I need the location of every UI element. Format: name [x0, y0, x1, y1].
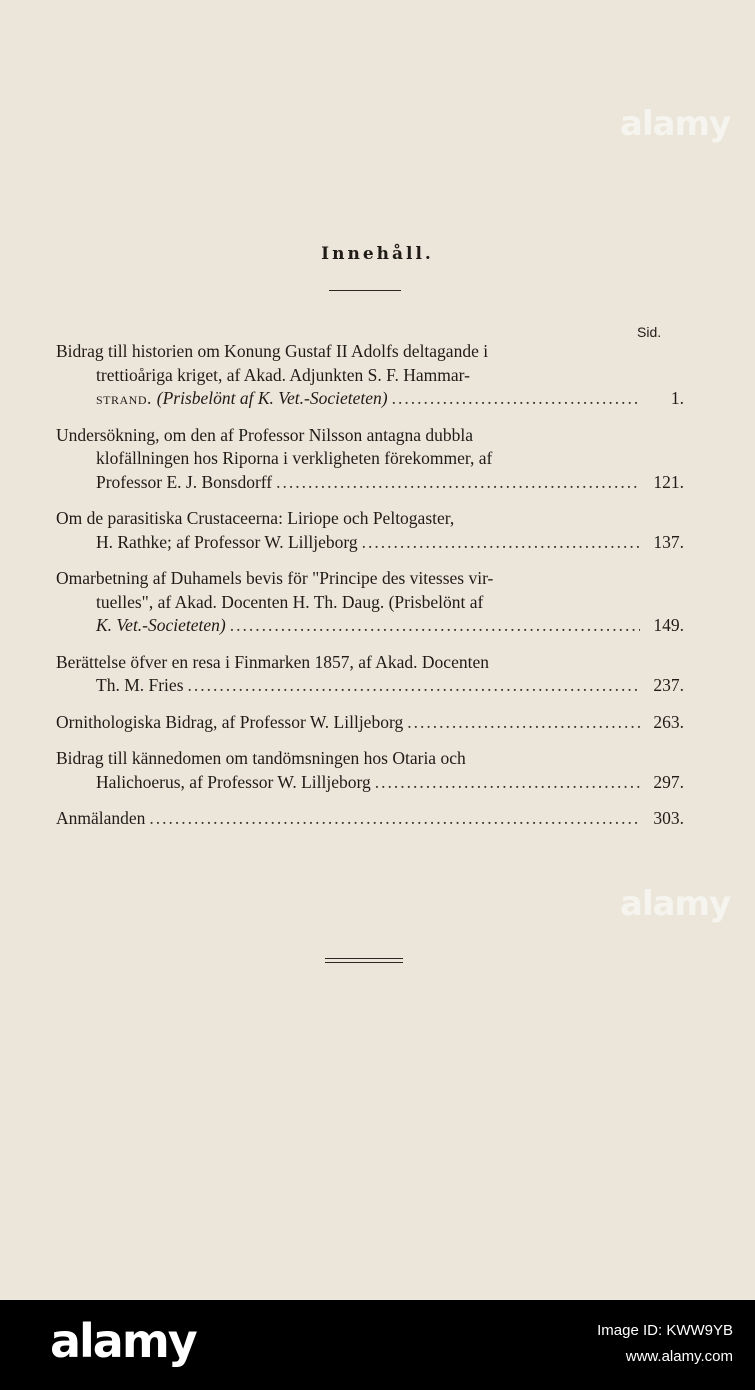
- page-number: 137.: [653, 531, 684, 552]
- toc-line-text: Halichoerus, af Professor W. Lilljeborg: [96, 771, 371, 792]
- dot-leader: [230, 614, 640, 638]
- toc-entry: [56, 507, 684, 554]
- toc-line: tuelles", af Akad. Docenten H. Th. Daug. (Prisbelönt af: [96, 591, 484, 612]
- toc-entry: [56, 340, 684, 411]
- toc-line: Bidrag till kännedomen om tandömsningen hos Otaria och: [56, 748, 466, 768]
- dot-leader: [407, 711, 640, 735]
- alamy-logo: alamy: [50, 1314, 196, 1368]
- toc-last-line: [56, 807, 684, 831]
- author-part: strand.: [96, 388, 157, 408]
- toc-entry: [56, 567, 684, 638]
- toc-line: Berättelse öfver en resa i Finmarken 1857, af Akad. Docenten: [56, 651, 489, 672]
- toc-entry: [56, 747, 684, 794]
- toc-line-text: H. Rathke; af Professor W. Lilljeborg: [96, 531, 358, 552]
- dot-leader: [276, 471, 640, 495]
- toc-line: Omarbetning af Duhamels bevis för "Principe des vitesses vir-: [56, 568, 494, 588]
- image-id: Image ID: KWW9YB: [597, 1322, 733, 1339]
- watermark: alamy: [620, 884, 731, 924]
- italic-note: K. Vet.-Societeten): [96, 615, 226, 635]
- toc-line-text: Anmälanden: [56, 808, 146, 828]
- page-number: 121.: [653, 471, 684, 492]
- site-url: www.alamy.com: [625, 1348, 733, 1365]
- page-number: 263.: [653, 711, 684, 732]
- toc-line-text: Professor E. J. Bonsdorff: [96, 471, 273, 492]
- italic-note: (Prisbelönt af K. Vet.-Societeten): [156, 388, 388, 408]
- dot-leader: [362, 531, 640, 555]
- toc-line: klofällningen hos Riporna i verkligheten förekommer, af: [96, 448, 493, 468]
- toc-entry: [56, 424, 684, 495]
- page-number: 303.: [653, 808, 684, 828]
- page-number: 237.: [653, 675, 684, 695]
- toc-last-line: [56, 614, 684, 638]
- dot-leader: [188, 674, 641, 698]
- page-column-label: Sid.: [637, 324, 662, 340]
- table-of-contents: [56, 340, 684, 844]
- toc-line: Undersökning, om den af Professor Nilsson antagna dubbla: [56, 424, 474, 445]
- toc-line-text: [96, 387, 388, 411]
- page-number: 1.: [670, 388, 684, 408]
- page-number: 297.: [653, 771, 684, 792]
- toc-last-line: [56, 471, 684, 495]
- toc-last-line: [56, 771, 684, 795]
- toc-line: Bidrag till historien om Konung Gustaf II Adolfs deltagande i: [56, 341, 489, 361]
- toc-last-line: [56, 531, 684, 555]
- page-number: 149.: [653, 615, 684, 635]
- stock-footer-bar: [0, 1300, 755, 1390]
- toc-last-line: [56, 711, 684, 735]
- title-rule: [329, 290, 401, 291]
- toc-entry: [56, 711, 684, 735]
- toc-line: Om de parasitiska Crustaceerna: Liriope och Peltogaster,: [56, 508, 455, 528]
- dot-leader: [375, 771, 640, 795]
- toc-entry: [56, 651, 684, 698]
- dot-leader: [149, 807, 640, 831]
- closing-double-rule: [325, 958, 403, 963]
- watermark: alamy: [620, 104, 731, 144]
- dot-leader: [392, 387, 640, 411]
- toc-last-line: [56, 387, 684, 411]
- page-title: Innehåll.: [321, 244, 434, 264]
- toc-line-text: Th. M. Fries: [96, 675, 184, 695]
- toc-last-line: [56, 674, 684, 698]
- toc-line: trettioåriga kriget, af Akad. Adjunkten S. F. Hammar-: [96, 364, 470, 385]
- toc-line-text: Ornithologiska Bidrag, af Professor W. Lilljeborg: [56, 711, 404, 732]
- toc-entry: [56, 807, 684, 831]
